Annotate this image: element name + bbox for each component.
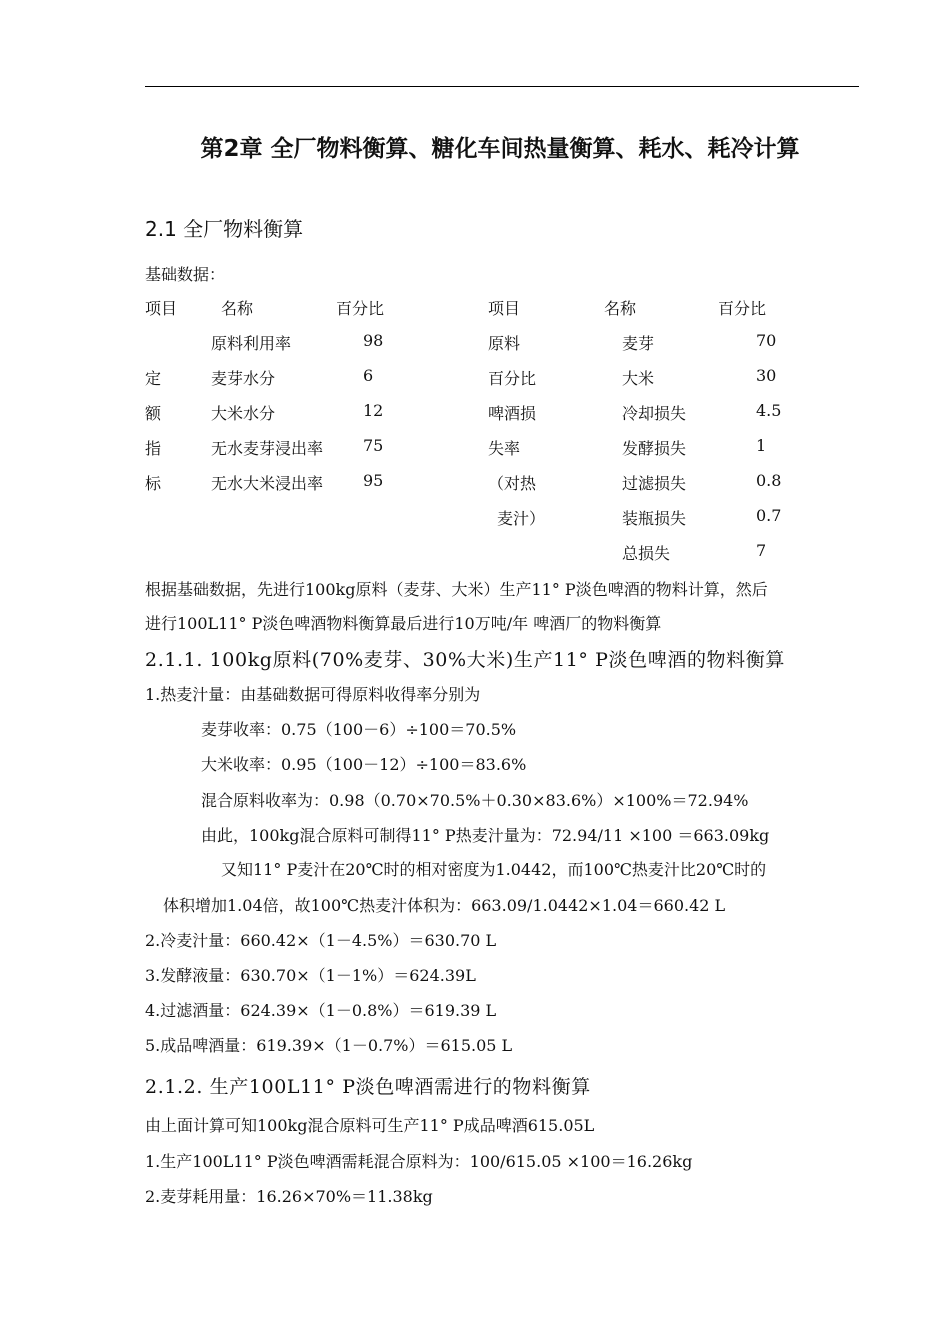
right-row-name: 大米 [622, 369, 655, 388]
header-rule [145, 86, 859, 87]
chapter-title: 第2章 全厂物料衡算、糖化车间热量衡算、耗水、耗冷计算 [200, 136, 800, 162]
right-row-name: 发酵损失 [622, 439, 687, 458]
right-category-text: 麦汁） [497, 509, 546, 528]
right-category-text: 失率 [488, 439, 521, 458]
left-row-value: 98 [363, 331, 384, 350]
right-row-value: 30 [756, 366, 777, 385]
calc-filtered-beer: 4.过滤酒量：624.39×（1－0.8%）＝619.39 L [145, 1001, 497, 1020]
left-category-char: 标 [145, 474, 162, 493]
calc-density-note: 又知11° P麦汁在20℃时的相对密度为1.0442，而100℃热麦汁比20℃时的 [221, 860, 767, 879]
right-row-value: 4.5 [756, 401, 782, 420]
right-category-text: （对热 [488, 474, 537, 493]
right-row-name: 麦芽 [622, 334, 655, 353]
left-row-value: 75 [363, 436, 384, 455]
subsection-heading-2-1-2: 2.1.2. 生产100L11° P淡色啤酒需进行的物料衡算 [145, 1076, 591, 1098]
left-category-char: 定 [145, 369, 162, 388]
header-percent-right: 百分比 [718, 299, 767, 318]
left-category-char: 额 [145, 404, 162, 423]
intro-paragraph-line: 根据基础数据，先进行100kg原料（麦芽、大米）生产11° P淡色啤酒的物料计算，然后 [145, 580, 768, 599]
calc-hot-wort-volume: 体积增加1.04倍，故100℃热麦汁体积为：663.09/1.0442×1.04＝660.42 L [163, 896, 726, 915]
calc-mixed-material-consumption: 1.生产100L11° P淡色啤酒需耗混合原料为：100/615.05 ×100＝16.26kg [145, 1152, 693, 1171]
right-row-name: 装瓶损失 [622, 509, 687, 528]
calc-malt-yield: 麦芽收率：0.75（100－6）÷100＝70.5% [201, 720, 517, 739]
left-row-name: 原料利用率 [211, 334, 292, 353]
right-category-text: 啤酒损 [488, 404, 537, 423]
header-name-left: 名称 [221, 299, 254, 318]
section-heading: 2.1 全厂物料衡算 [145, 217, 304, 241]
left-row-name: 无水麦芽浸出率 [211, 439, 324, 458]
right-row-value: 70 [756, 331, 777, 350]
left-row-value: 6 [363, 366, 374, 385]
right-row-name: 冷却损失 [622, 404, 687, 423]
right-category-text: 原料 [488, 334, 521, 353]
left-row-name: 大米水分 [211, 404, 276, 423]
header-item-left: 项目 [145, 299, 178, 318]
calc-cold-wort: 2.冷麦汁量：660.42×（1－4.5%）＝630.70 L [145, 931, 497, 950]
header-name-right: 名称 [604, 299, 637, 318]
basic-data-label: 基础数据： [145, 265, 226, 284]
left-row-name: 麦芽水分 [211, 369, 276, 388]
calc-fermentation: 3.发酵液量：630.70×（1－1%）＝624.39L [145, 966, 476, 985]
calc-mixed-yield: 混合原料收率为：0.98（0.70×70.5%＋0.30×83.6%）×100%＝72.94% [201, 791, 749, 810]
calc-finished-beer: 5.成品啤酒量：619.39×（1－0.7%）＝615.05 L [145, 1036, 513, 1055]
subsection-heading-2-1-1: 2.1.1. 100kg原料(70%麦芽、30%大米)生产11° P淡色啤酒的物料衡算 [145, 649, 785, 671]
header-percent-left: 百分比 [336, 299, 385, 318]
right-row-name: 总损失 [622, 544, 671, 563]
calc-malt-consumption: 2.麦芽耗用量：16.26×70%＝11.38kg [145, 1187, 433, 1206]
section2-intro: 由上面计算可知100kg混合原料可生产11° P成品啤酒615.05L [145, 1116, 595, 1135]
right-row-value: 0.7 [756, 506, 782, 525]
calc-item-hot-wort: 1.热麦汁量：由基础数据可得原料收得率分别为 [145, 685, 481, 704]
right-category-text: 百分比 [488, 369, 537, 388]
calc-rice-yield: 大米收率：0.95（100－12）÷100＝83.6% [201, 755, 527, 774]
left-row-name: 无水大米浸出率 [211, 474, 324, 493]
left-row-value: 95 [363, 471, 384, 490]
header-item-right: 项目 [488, 299, 521, 318]
right-row-name: 过滤损失 [622, 474, 687, 493]
right-row-value: 0.8 [756, 471, 782, 490]
calc-hot-wort-amount: 由此，100kg混合原料可制得11° P热麦汁量为：72.94/11 ×100 ＝663.09kg [201, 826, 770, 845]
right-row-value: 7 [756, 541, 767, 560]
right-row-value: 1 [756, 436, 767, 455]
intro-paragraph-line: 进行100L11° P淡色啤酒物料衡算最后进行10万吨/年 啤酒厂的物料衡算 [145, 614, 662, 633]
left-category-char: 指 [145, 439, 162, 458]
left-row-value: 12 [363, 401, 384, 420]
